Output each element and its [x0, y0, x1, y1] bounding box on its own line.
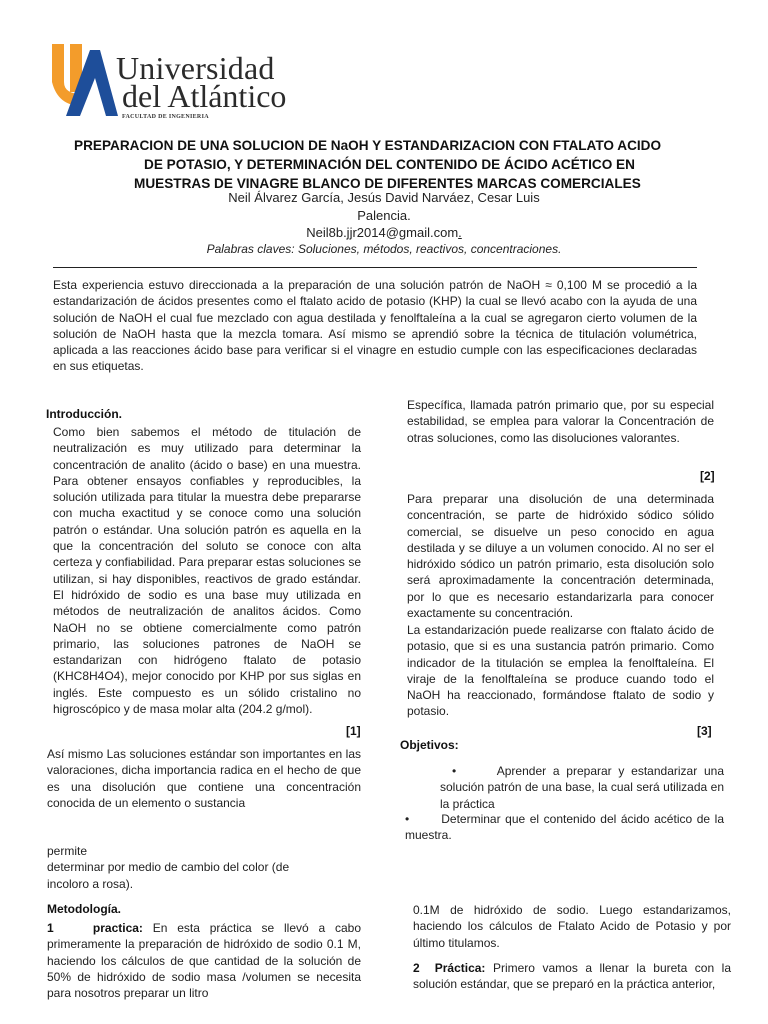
paper-title: [74, 136, 738, 193]
right-para3: La estandarización puede realizarse con ftalato ácido de potasio, que si es una sustancia patrón primario. Como indicador de la titulación se emplea la fenolftaleína. El viraje de la fenolftaleína se produce cuando todo el NaOH ha reaccionado, formándose ftalato de sodio y potasio.: [407, 623, 714, 719]
objective-1-text: Aprender a preparar y estandarizar una solución patrón de una base, la cual será utilizada en la práctica: [440, 764, 724, 811]
practica2-paragraph: [413, 960, 731, 993]
practica2-number: 2: [413, 961, 420, 975]
objetivos-heading: Objetivos:: [400, 738, 459, 752]
metodologia-heading: Metodología.: [47, 902, 121, 916]
right-para1: Específica, llamada patrón primario que, por su especial estabilidad, se emplea para valorar la Concentración de otras soluciones, como las disoluciones valorantes.: [407, 398, 714, 445]
permite-line3: incoloro a rosa).: [47, 876, 134, 891]
objective-item-2: [405, 811, 724, 844]
abstract: Esta experiencia estuvo direccionada a la preparación de una solución patrón de NaOH ≈ 0,100 M se procedió a la estandarización de ácidos presentes como el ftalato acido de potasio (KHP) la cual se llevó acabo con la ayuda de una solución de NaOH el cual fue mezclado con agua destilada y fenolftaleína a la cual se agregaron cierto volumen de la solución de NaOH hasta que la mezcla tomara. Así mismo se aprendió sobre la técnica de titulación volumétrica, aplicada a las reacciones ácido base para verificar si el vinagre en estudio cumple con las especificaciones declaradas en sus etiquetas.: [53, 278, 697, 374]
objective-item-1: [440, 763, 724, 812]
reference-3: [3]: [697, 724, 712, 738]
practica1-label: practica:: [92, 921, 143, 935]
reference-2: [2]: [700, 469, 715, 483]
right-para2: Para preparar una disolución de una determinada concentración, se parte de hidróxido sódico sólido comercial, se disuelve un peso conocido en agua destilada y se diluye a un volumen conocido. Al no ser el hidróxido sódico un patrón primario, esta disolución solo será aproximadamente la concentración determinada, por lo que es necesario estandarizarla para conocer exactamente su concentración.: [407, 492, 714, 621]
intro-heading: Introducción.: [46, 407, 122, 421]
right-continuation: 0.1M de hidróxido de sodio. Luego estandarizamos, haciendo los cálculos de Ftalato Acido de Potasio y por último titulamos.: [413, 903, 731, 950]
bullet-1-icon: •: [452, 764, 457, 778]
author-email-line: [0, 225, 768, 240]
author-surname: Palencia.: [357, 208, 411, 223]
practica2-label: Práctica:: [434, 961, 486, 975]
university-logo-icon: [52, 44, 118, 120]
practica2-text: Primero vamos a llenar la bureta con la solución estándar, que se preparó en la práctica anterior,: [413, 961, 732, 992]
bullet-2-icon: •: [405, 812, 410, 826]
practica1-number: 1: [47, 921, 54, 935]
intro-text: Como bien sabemos el método de titulación de neutralización es muy utilizado para determinar la concentración de analito (ácido o base) en una muestra. Para obtener ensayos confiables y reproducibles, la solución utilizada para titular la muestra debe prepararse con mucha exactitud y se conoce como una solución patrón o estándar. Una solución patrón es aquella en la que la concentración del soluto se conoce con alta certeza y confiabilidad. Para preparar estas soluciones se utilizan, si hay disponibles, reactivos de grado estándar. El hidróxido de sodio es una base muy utilizada en métodos de neutralización de analitos ácidos. Como NaOH no se obtiene comercialmente como patrón primario, las soluciones patrones de NaOH se estandarizan con hidrógeno ftalato de potasio (KHC8H4O4), mejor conocido por KHP por sus siglas en inglés. Este compuesto es un sólido cristalino no higroscópico y de masa molar alta (204.2 g/mol).: [53, 425, 361, 717]
permite-line2: determinar por medio de cambio del color (de: [47, 860, 290, 875]
author-names: Neil Álvarez García, Jesús David Narváez, Cesar Luis: [228, 190, 540, 205]
objective-2-text: Determinar que el contenido del ácido acético de la muestra.: [405, 812, 724, 843]
title-line1: PREPARACION DE UNA SOLUCION DE NaOH Y ESTANDARIZACION CON FTALATO ACIDO: [74, 138, 662, 153]
practica1-text: En esta práctica se llevó a cabo primeramente la preparación de hidróxido de sodio 0.1 M, haciendo los cálculos de que cantidad de la solución de 50% de hidróxido de sodio masa /volumen se necesita para nosotros preparar un litro: [47, 921, 361, 1001]
keywords: Palabras claves: Soluciones, métodos, reactivos, concentraciones.: [206, 242, 562, 256]
email-suffix: .: [458, 225, 462, 240]
faculty-label: FACULTAD DE INGENIERIA: [122, 114, 209, 120]
practica1-paragraph: [47, 920, 361, 1001]
permite-text: [47, 843, 361, 892]
intro-para2: Así mismo Las soluciones estándar son importantes en las valoraciones, dicha importancia radica en el hecho de que es una disolución que contiene una concentración conocida de un elemento o sustancia: [47, 747, 361, 810]
divider: [53, 267, 697, 268]
permite-line1: permite: [47, 844, 88, 858]
reference-1: [1]: [346, 724, 361, 738]
title-line3: MUESTRAS DE VINAGRE BLANCO DE DIFERENTES MARCAS COMERCIALES: [134, 176, 641, 191]
university-name-line1: Universidad: [116, 50, 275, 86]
title-line2: DE POTASIO, Y DETERMINACIÓN DEL CONTENIDO DE ÁCIDO ACÉTICO EN: [144, 157, 635, 172]
university-name-line2: del Atlántico: [122, 78, 287, 114]
author-email[interactable]: Neil8b.jjr2014@gmail.com: [306, 225, 459, 240]
